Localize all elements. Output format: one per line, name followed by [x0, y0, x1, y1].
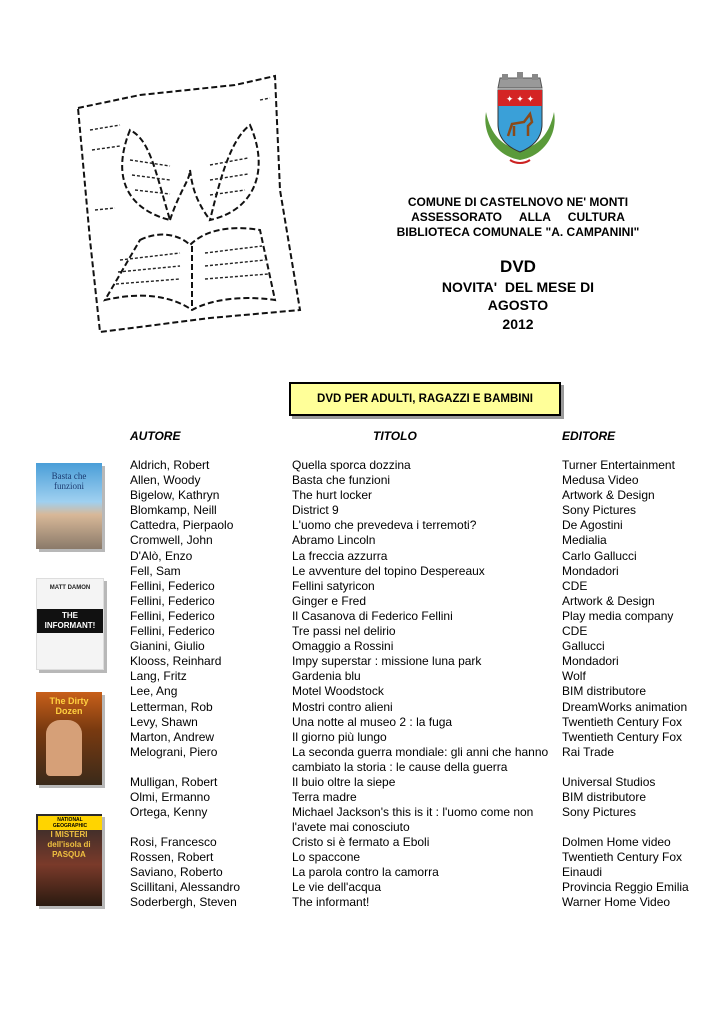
subtitle-month: AGOSTO [487, 297, 549, 313]
publisher-cell: Dolmen Home video [562, 834, 671, 849]
column-header-title: TITOLO [373, 429, 417, 443]
title-cell: La parola contro la camorra [292, 865, 439, 880]
list-item [130, 730, 724, 745]
cover-title: The Dirty Dozen [49, 696, 89, 716]
list-item [130, 458, 724, 473]
author-cell: Aldrich, Robert [130, 458, 210, 472]
title-cell: Impy superstar : missione luna park [292, 654, 482, 669]
title-cell: La seconda guerra mondiale: gli anni che hanno cambiato la storia : le cause della guerra [292, 744, 549, 774]
list-item [130, 715, 724, 730]
publisher-cell: Wolf [562, 669, 586, 684]
list-item [130, 503, 724, 518]
title-cell: Il Casanova di Federico Fellini [292, 608, 453, 623]
title-cell: Motel Woodstock [292, 684, 384, 699]
list-item [130, 594, 724, 609]
author-cell: Olmi, Ermanno [130, 789, 211, 804]
list-item [130, 579, 724, 594]
author-cell: Rosi, Francesco [130, 834, 217, 849]
dvd-cover-isola-di-pasqua [36, 814, 102, 906]
cover-actor: MATT DAMON [49, 585, 91, 591]
publisher-cell: Medusa Video [562, 473, 639, 488]
author-cell: Klooss, Reinhard [130, 654, 222, 669]
title-cell: Omaggio a Rossini [292, 639, 394, 654]
author-cell: Blomkamp, Neill [130, 503, 217, 518]
title-cell: Gardenia blu [292, 669, 361, 684]
section-label-box [289, 382, 561, 416]
title-cell: L'uomo che prevedeva i terremoti? [292, 518, 477, 533]
list-item [130, 564, 724, 579]
author-cell: Fell, Sam [130, 563, 181, 578]
cover-title: I MISTERI dell'isola di PASQUA [47, 830, 91, 859]
title-cell: Ginger e Fred [292, 593, 367, 608]
svg-text:✦ ✦ ✦: ✦ ✦ ✦ [505, 95, 535, 105]
list-item [130, 533, 724, 548]
publisher-cell: DreamWorks animation [562, 699, 688, 714]
author-cell: Fellini, Federico [130, 593, 215, 608]
title-cell: The hurt locker [292, 488, 373, 503]
publisher-cell: Artwork & Design [562, 593, 655, 608]
title-cell: Michael Jackson's this is it : l'uomo come non l'avete mai conosciuto [292, 804, 534, 834]
author-cell: Levy, Shawn [130, 714, 198, 729]
list-item [130, 775, 724, 790]
title-cell: Il giorno più lungo [292, 729, 387, 744]
author-cell: Mulligan, Robert [130, 774, 218, 789]
publisher-cell: Einaudi [562, 865, 603, 880]
publisher-cell: Twentieth Century Fox [562, 850, 683, 865]
cover-brand: NATIONAL GEOGRAPHIC [38, 816, 102, 830]
author-cell: Rossen, Robert [130, 850, 214, 865]
list-item [130, 880, 724, 895]
dvd-cover-dirty-dozen [36, 692, 102, 785]
author-cell: Marton, Andrew [130, 729, 215, 744]
publisher-cell: CDE [562, 578, 588, 593]
list-item [130, 639, 724, 654]
publisher-cell: BIM distributore [562, 684, 647, 699]
list-item [130, 790, 724, 805]
author-cell: Melograni, Piero [130, 744, 218, 759]
publisher-cell: Mondadori [562, 654, 619, 669]
section-label: DVD PER ADULTI, RAGAZZI E BAMBINI [317, 393, 533, 405]
list-item [130, 488, 724, 503]
author-cell: Scillitani, Alessandro [130, 880, 241, 895]
org-line-biblioteca: BIBLIOTECA COMUNALE "A. CAMPANINI" [396, 225, 640, 239]
publisher-cell: Twentieth Century Fox [562, 729, 683, 744]
publisher-cell: Sony Pictures [562, 804, 637, 819]
list-item [130, 549, 724, 564]
publisher-cell: Universal Studios [562, 774, 656, 789]
title-cell: Tre passi nel delirio [292, 624, 396, 639]
list-item [130, 518, 724, 533]
publisher-cell: Artwork & Design [562, 488, 655, 503]
dvd-cover-the-informant [36, 578, 104, 670]
author-cell: Cattedra, Pierpaolo [130, 518, 234, 533]
list-item [130, 473, 724, 488]
cover-title: THE INFORMANT! [37, 609, 103, 633]
column-header-publisher: EDITORE [562, 429, 616, 443]
title-cell: District 9 [292, 503, 339, 518]
publisher-cell: Provincia Reggio Emilia [562, 880, 689, 895]
publisher-cell: Warner Home Video [562, 895, 671, 910]
cover-figure [46, 720, 82, 776]
publisher-cell: Turner Entertainment [562, 458, 675, 472]
subtitle-year: 2012 [502, 316, 534, 332]
publisher-cell: Twentieth Century Fox [562, 714, 683, 729]
publisher-cell: Carlo Gallucci [562, 548, 637, 563]
list-item [130, 624, 724, 639]
book-butterfly-illustration [70, 70, 320, 335]
author-cell: Lang, Fritz [130, 669, 187, 684]
list-item [130, 745, 724, 775]
municipal-crest-icon [480, 72, 560, 168]
title-cell: The informant! [292, 895, 370, 910]
title-cell: Cristo si è fermato a Eboli [292, 834, 430, 849]
publisher-cell: Rai Trade [562, 744, 615, 759]
author-cell: Allen, Woody [130, 473, 201, 488]
title-cell: Abramo Lincoln [292, 533, 376, 548]
publisher-cell: Gallucci [562, 639, 605, 654]
author-cell: Soderbergh, Steven [130, 895, 237, 910]
list-item [130, 805, 724, 835]
author-cell: Fellini, Federico [130, 624, 215, 639]
column-header-author: AUTORE [130, 429, 181, 443]
title-cell: Lo spaccone [292, 850, 361, 865]
title-cell: Quella sporca dozzina [292, 458, 411, 472]
page-title: DVD [500, 257, 536, 276]
publisher-cell: BIM distributore [562, 789, 647, 804]
list-item [130, 850, 724, 865]
title-cell: Fellini satyricon [292, 578, 375, 593]
dvd-list [130, 458, 724, 910]
author-cell: Bigelow, Kathryn [130, 488, 220, 503]
publisher-cell: Mondadori [562, 563, 619, 578]
author-cell: Fellini, Federico [130, 578, 215, 593]
org-line-assessorato: ASSESSORATO ALLA CULTURA [411, 210, 625, 224]
title-cell: Una notte al museo 2 : la fuga [292, 714, 453, 729]
title-cell: Mostri contro alieni [292, 699, 393, 714]
publisher-cell: De Agostini [562, 518, 623, 533]
list-item [130, 835, 724, 850]
author-cell: Cromwell, John [130, 533, 213, 548]
title-cell: Basta che funzioni [292, 473, 391, 488]
subtitle-line-1: NOVITA' DEL MESE DI [441, 279, 595, 295]
author-cell: Lee, Ang [130, 684, 178, 699]
title-cell: Il buio oltre la siepe [292, 774, 396, 789]
publisher-cell: Medialia [562, 533, 607, 548]
list-item [130, 895, 724, 910]
title-cell: La freccia azzurra [292, 548, 388, 563]
cover-title: Basta che funzioni [51, 471, 87, 491]
author-cell: Letterman, Rob [130, 699, 213, 714]
org-line-comune: COMUNE DI CASTELNOVO NE' MONTI [407, 195, 629, 209]
publisher-cell: Sony Pictures [562, 503, 637, 518]
author-cell: Fellini, Federico [130, 608, 215, 623]
title-cell: Terra madre [292, 789, 357, 804]
publisher-cell: CDE [562, 624, 588, 639]
list-item [130, 865, 724, 880]
author-cell: D'Alò, Enzo [130, 548, 193, 563]
author-cell: Ortega, Kenny [130, 804, 208, 819]
publisher-cell: Play media company [562, 608, 674, 623]
author-cell: Saviano, Roberto [130, 865, 223, 880]
dvd-cover-basta-che-funzioni [36, 463, 102, 549]
author-cell: Gianini, Giulio [130, 639, 205, 654]
list-item [130, 700, 724, 715]
title-cell: Le avventure del topino Despereaux [292, 563, 485, 578]
list-item [130, 684, 724, 699]
list-item [130, 654, 724, 669]
list-item [130, 669, 724, 684]
title-cell: Le vie dell'acqua [292, 880, 382, 895]
list-item [130, 609, 724, 624]
